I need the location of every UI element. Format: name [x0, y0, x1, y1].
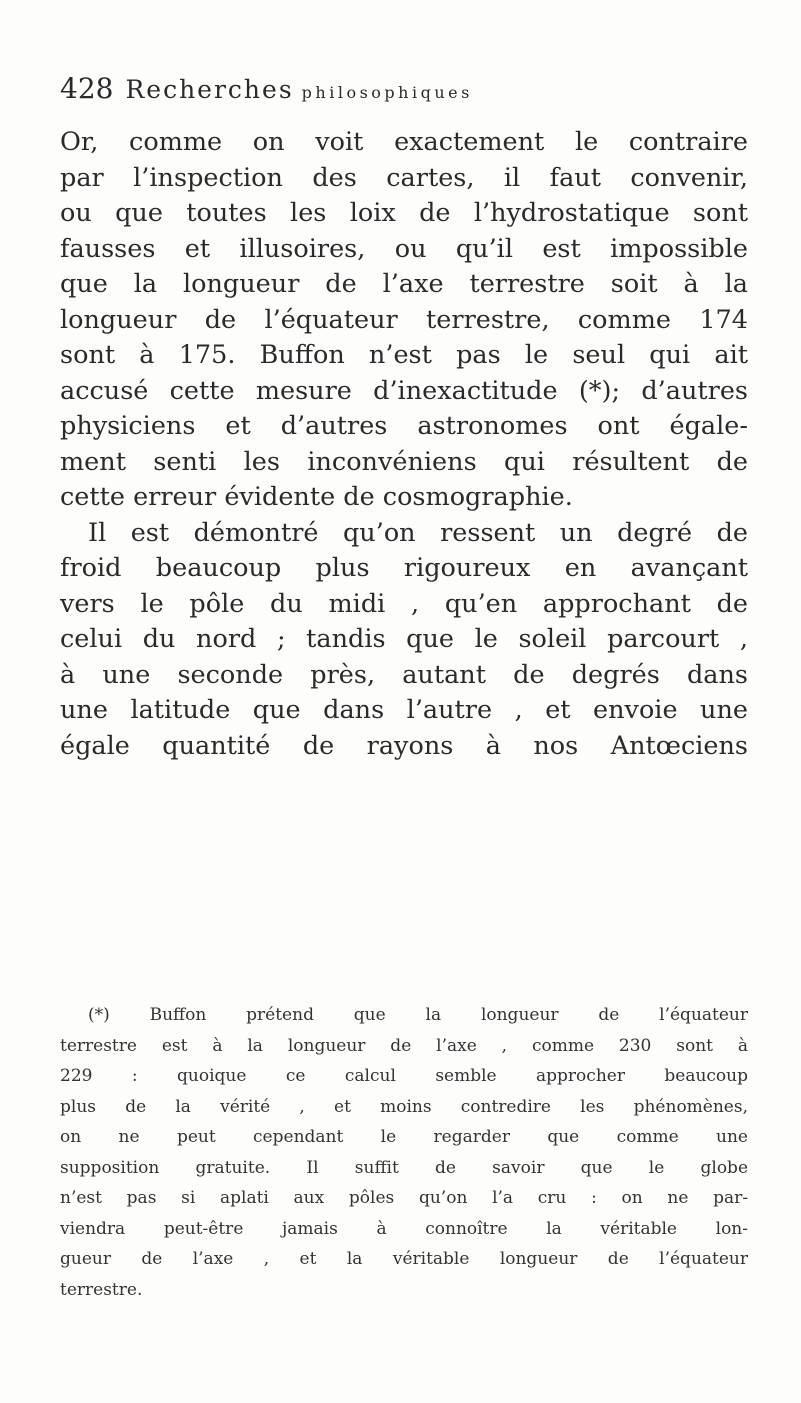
text-line: égale quantité de rayons à nos Antœciens [60, 730, 748, 761]
text-line: Or, comme on voit exactement le contraire [60, 127, 748, 157]
text-line: Il est démontré qu’on ressent un degré de [88, 517, 748, 548]
text-line: froid beaucoup plus rigoureux en avançant [60, 553, 748, 583]
text-line: cette erreur évidente de cosmographie. [60, 482, 573, 512]
text-line: ment senti les inconvéniens qui résultent de [60, 446, 748, 477]
text-line: ou que toutes les loix de l’hydrostatique sont [60, 198, 748, 228]
footnote-line: terrestre. [60, 1279, 143, 1300]
running-head [60, 72, 760, 112]
footnote-line: gueur de l’axe , et la véritable longueur de l’équateur [60, 1249, 748, 1269]
text-line: physiciens et d’autres astronomes ont égale- [60, 411, 748, 441]
text-line: accusé cette mesure d’inexactitude (*); d’autres [60, 375, 748, 406]
footnote-line: supposition gratuite. Il suffit de savoir que le globe [60, 1157, 748, 1178]
running-head-title: Recherches [125, 75, 294, 104]
text-line: longueur de l’équateur terrestre, comme 174 [60, 304, 748, 335]
footnote-line: terrestre est à la longueur de l’axe , comme 230 sont à [60, 1035, 748, 1056]
page-number: 428 [60, 72, 114, 105]
text-line: que la longueur de l’axe terrestre soit à la [60, 269, 748, 299]
footnote-line: plus de la vérité , et moins contredire les phénomènes, [60, 1096, 748, 1117]
footnote-line: n’est pas si aplati aux pôles qu’on l’a cru : on ne par- [60, 1188, 748, 1208]
footnote-line: 229 : quoique ce calcul semble approcher beaucoup [60, 1066, 748, 1086]
main-text [60, 125, 748, 764]
text-line: à une seconde près, autant de degrés dans [60, 659, 748, 690]
text-line: celui du nord ; tandis que le soleil parcourt , [60, 624, 748, 654]
footnote-line: on ne peut cependant le regarder que comme une [60, 1127, 748, 1147]
text-line: fausses et illusoires, ou qu’il est impossible [60, 233, 748, 264]
text-line: une latitude que dans l’autre , et envoie une [60, 695, 748, 725]
footnote-line: viendra peut-être jamais à connoître la véritable lon- [60, 1218, 748, 1239]
text-line: vers le pôle du midi , qu’en approchant de [60, 588, 748, 619]
footnote [60, 1000, 748, 1305]
footnote-line: (*) Buffon prétend que la longueur de l’équateur [88, 1005, 748, 1025]
text-line: sont à 175. Buffon n’est pas le seul qui ait [60, 340, 748, 370]
running-head-subtitle: philosophiques [301, 83, 473, 102]
text-line: par l’inspection des cartes, il faut convenir, [60, 162, 748, 193]
